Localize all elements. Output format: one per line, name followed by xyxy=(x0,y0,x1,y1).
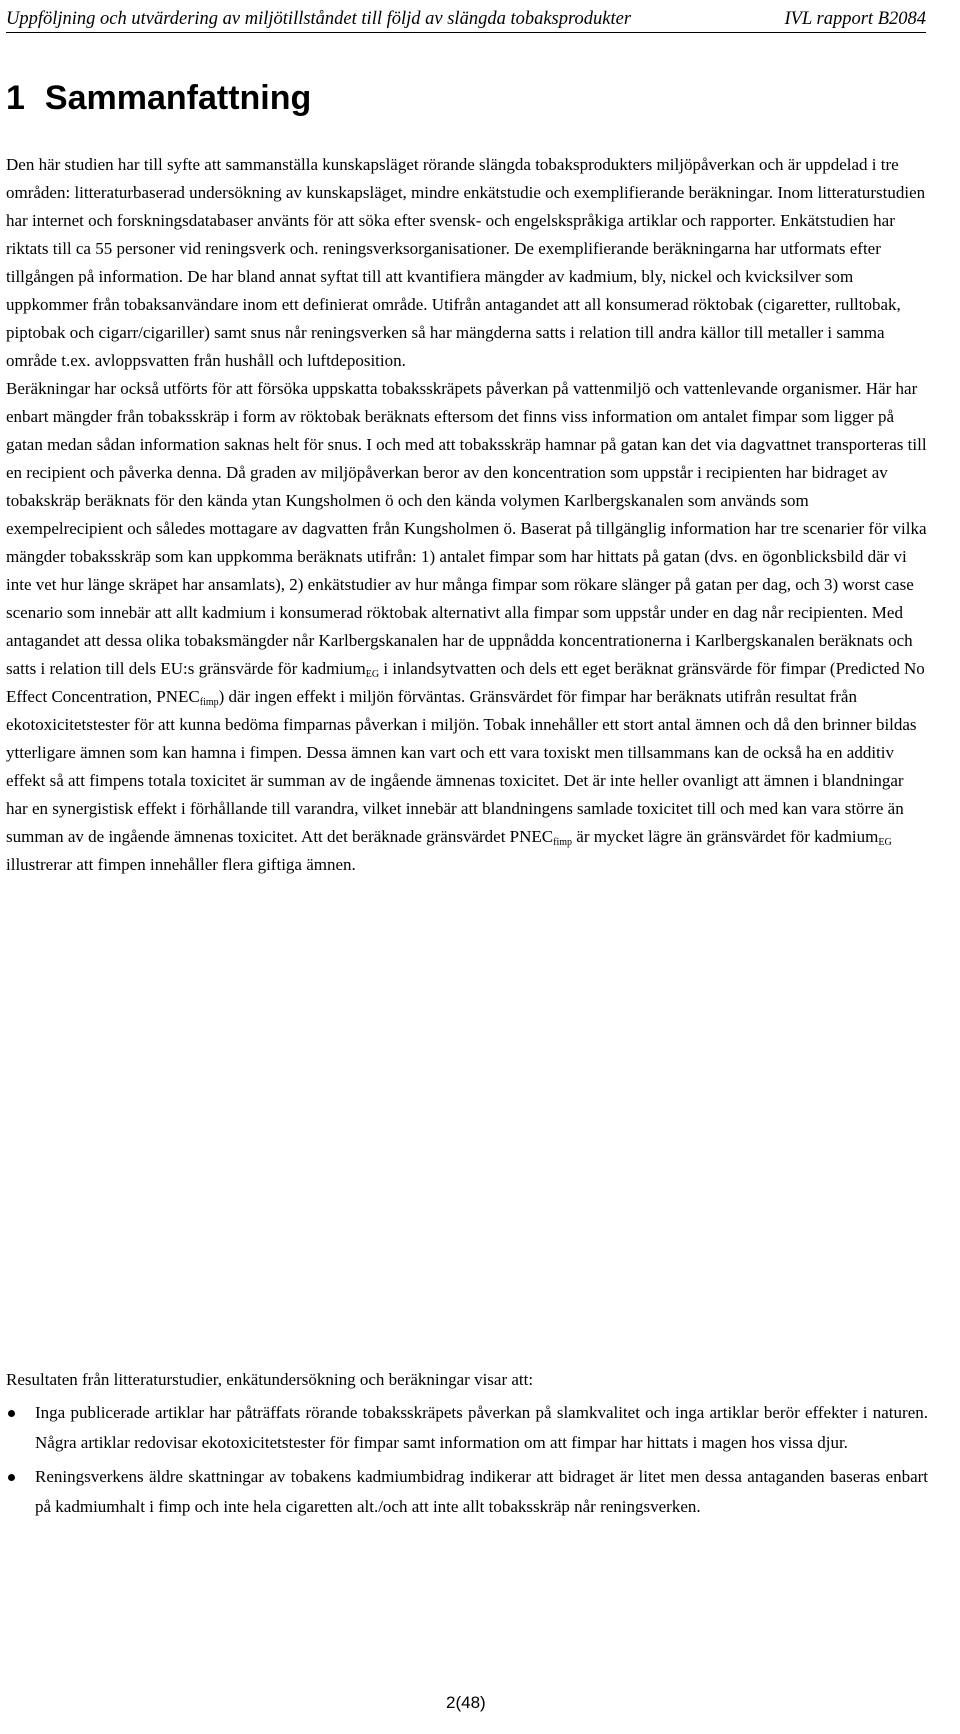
results-list xyxy=(6,1398,928,1526)
page-number: 2(48) xyxy=(446,1693,486,1712)
bullet-icon xyxy=(8,1474,15,1481)
bullet-icon xyxy=(8,1410,15,1417)
header-report-number: IVL rapport B2084 xyxy=(784,9,926,29)
section-number: 1 xyxy=(6,79,25,117)
summary-paragraph-1: Den här studien har till syfte att sammanställa kunskapsläget rörande slängda tobaksprodukters miljöpåverkan och är uppdelad i tre områden: litteraturbaserad undersökning av kunskapsläget, mindre enkätstudie och exemplifierande beräkningar. Inom litteraturstudien har internet och forskningsdatabaser använts för att söka efter svensk- och engelskspråkiga artiklar och rapporter. Enkätstudien har riktats till ca 55 personer vid reningsverk och. reningsverksorganisationer. De exemplifierande beräkningarna har utformats efter tillgången på information. De har bland annat syftat till att kvantifiera mängder av kadmium, bly, nickel och kvicksilver som uppkommer från tobaksanvändare inom ett definierat område. Utifrån antagandet att all konsumerad röktobak (cigaretter, rulltobak, piptobak och cigarr/cigariller) samt snus når reningsverken så har mängderna satts i relation till andra källor till metaller i samma område t.ex. avloppsvatten från hushåll och luftdeposition. xyxy=(6,155,926,370)
list-item-text: Inga publicerade artiklar har påträffats rörande tobaksskräpets påverkan på slamkvalitet och inga artiklar berör effekter i naturen. Några artiklar redovisar ekotoxicitetstester för fimpar samt information om att fimpar har hittats i magen hos vissa djur. xyxy=(35,1403,928,1452)
summary-text-segment: ) där ingen effekt i miljön förväntas. Gränsvärdet för fimpar har beräknats utifrån resultat från ekotoxicitetstester för att kunna bedöma fimparnas påverkan i miljön. Tobak innehåller ett stort antal ämnen och då den brinner bildas ytterligare ämnen som kan hamna i fimpen. Dessa ämnen kan vart och ett vara toxiskt men tillsammans kan de också ha en additiv effekt så att fimpens totala toxicitet är summan av de ingående ämnenas toxicitet. Det är inte heller ovanligt att ämnen i blandningar har en synergistisk effekt i förhållande till varandra, vilket innebär att blandningens samlade toxicitet till och med kan vara större än summan av de ingående ämnenas toxicitet. Att det beräknade gränsvärdet PNEC xyxy=(6,687,917,846)
results-intro: Resultaten från litteraturstudier, enkätundersökning och beräkningar visar att: xyxy=(6,1370,534,1389)
summary-paragraph-2 xyxy=(6,375,928,879)
section-title: Sammanfattning xyxy=(44,79,312,117)
subscript-eg: EG xyxy=(365,669,380,680)
list-item xyxy=(6,1398,928,1458)
list-item-text: Reningsverkens äldre skattningar av tobakens kadmiumbidrag indikerar att bidraget är litet men dessa antaganden baseras enbart på kadmiumhalt i fimp och inte hela cigaretten alt./och att inte allt tobaksskräp når reningsverken. xyxy=(35,1467,928,1516)
section-heading xyxy=(6,78,311,118)
subscript-fimp: fimp xyxy=(553,837,573,848)
list-item xyxy=(6,1462,928,1522)
running-header xyxy=(6,6,926,33)
header-document-title: Uppföljning och utvärdering av miljötillståndet till följd av slängda tobaksprodukter xyxy=(6,9,632,29)
summary-text-segment: illustrerar att fimpen innehåller flera giftiga ämnen. xyxy=(6,855,356,874)
summary-text-segment: Beräkningar har också utförts för att försöka uppskatta tobaksskräpets påverkan på vattenmiljö och vattenlevande organismer. Här har enbart mängder från tobaksskräp i form av röktobak beräknats eftersom det finns viss information om antalet fimpar som ligger på gatan medan sådan information saknas helt för snus. I och med att tobaksskräp hamnar på gatan kan det via dagvattnet transporteras till en recipient och påverka denna. Då graden av miljöpåverkan beror av den koncentration som uppstår i recipienten har bidraget av tobakskräp beräknats för den kända ytan Kungsholmen ö och den kända volymen Karlbergskanalen som används som exempelrecipient och således mottagare av dagvatten från Kungsholmen ö. Baserat på tillgänglig information har tre scenarier för vilka mängder tobaksskräp som kan uppkomma beräknats utifrån: 1) antalet fimpar som har hittats på gatan (dvs. en ögonblicksbild där vi inte vet hur länge skräpet har ansamlats), 2) enkätstudier av hur många fimpar som rökare slänger på gatan per dag, och 3) worst case scenario som innebär att allt kadmium i konsumerad röktobak alternativt alla fimpar som uppstår under en dag når recipienten. Med antagandet att dessa olika tobaksmängder når Karlbergskanalen har de uppnådda koncentrationerna i Karlbergskanalen beräknats och satts i relation till dels EU:s gränsvärde för kadmium xyxy=(6,379,927,678)
summary-text-segment: i inlandsytvatten och dels ett eget beräknat gränsvärde för fimpar (Predicted No Effect Concentration, PNEC xyxy=(6,659,925,706)
subscript-eg: EG xyxy=(878,837,892,848)
subscript-fimp: fimp xyxy=(199,697,219,708)
summary-body xyxy=(6,151,928,879)
summary-text-segment: är mycket lägre än gränsvärdet för kadmium xyxy=(572,827,879,846)
